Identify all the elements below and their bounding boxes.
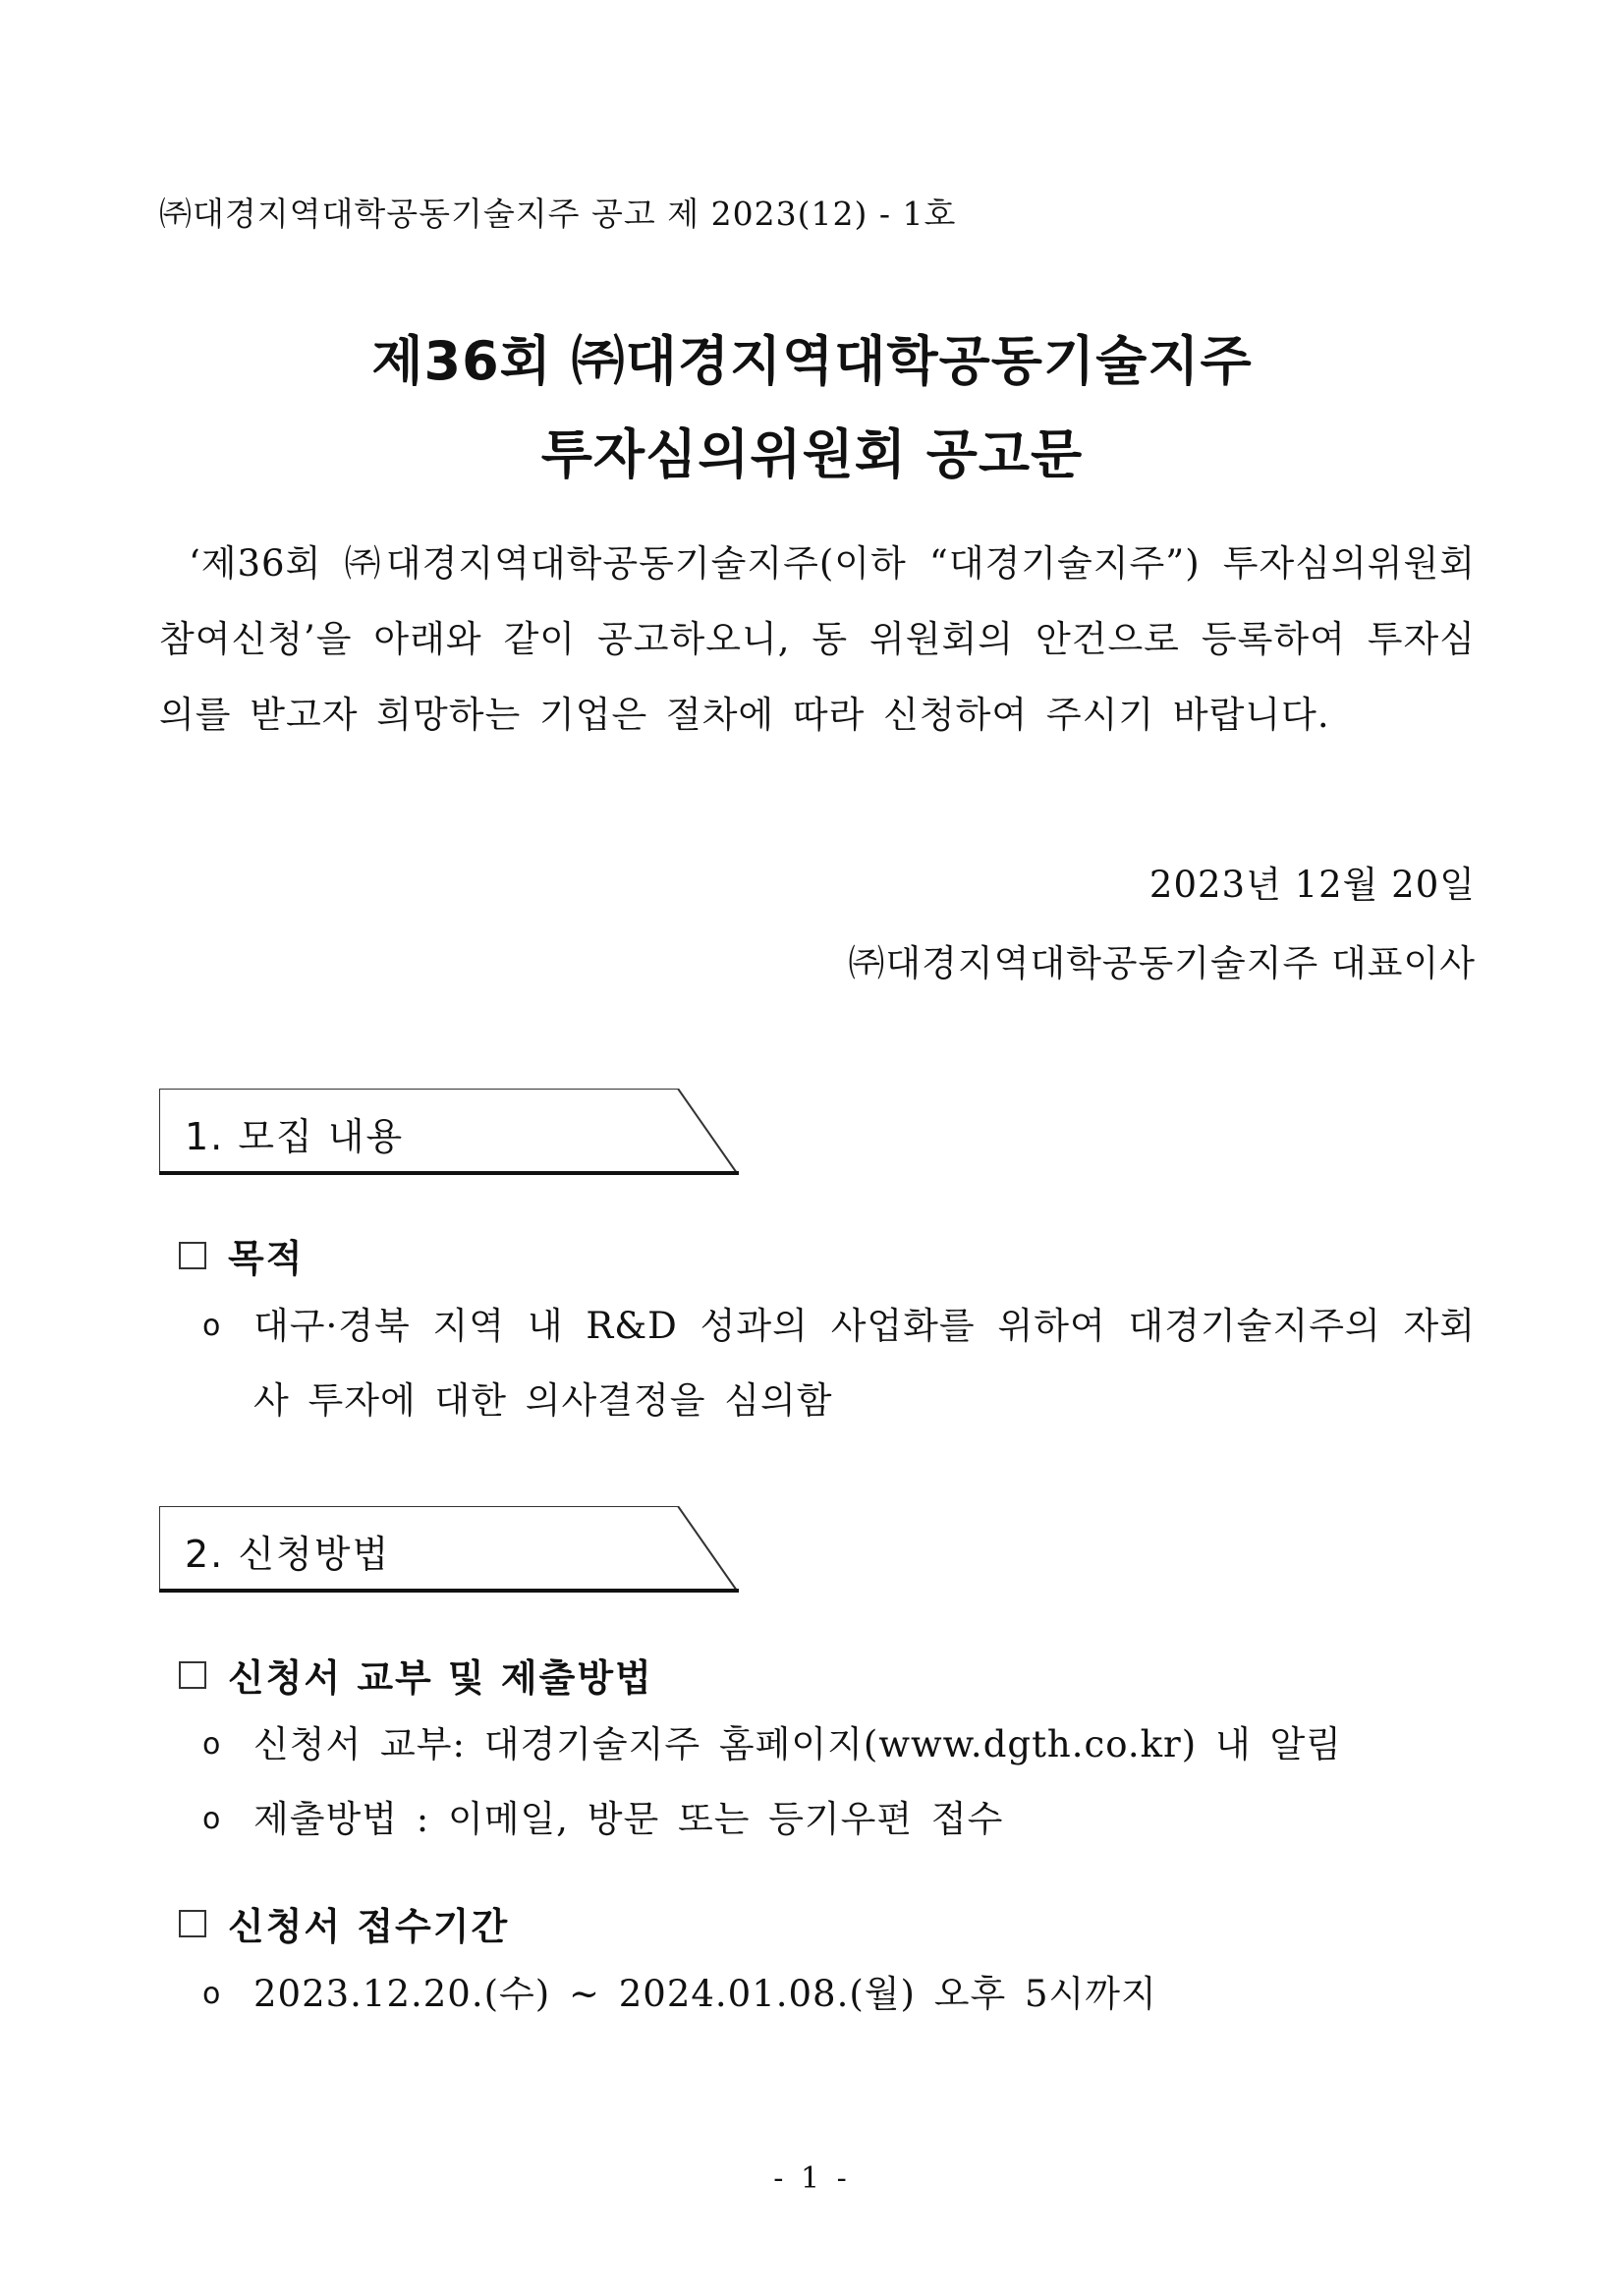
issuer-signature: ㈜대경지역대학공동기술지주 대표이사 [848,942,1476,984]
subsection-heading-purpose [179,1228,304,1282]
bullet-icon: o [202,1802,222,1836]
list-item [202,1708,1476,1782]
bullet-icon: o [202,1977,222,2011]
checkbox-icon [179,1242,206,1269]
checkbox-icon [179,1910,206,1937]
subsection-label: 신청서 교부 및 제출방법 [228,1656,653,1700]
list-item [202,1289,1476,1438]
list-item-text: 2023.12.20.(수) ~ 2024.01.08.(월) 오후 5시까지 [253,1973,1157,2015]
bullet-icon: o [202,1727,222,1762]
subsection-label: 목적 [228,1237,305,1280]
notice-date: 2023년 12월 20일 [1148,864,1476,906]
notice-number: ㈜대경지역대학공동기술지주 공고 제 2023(12) - 1호 [159,195,957,233]
list-item [202,1782,1476,1857]
intro-paragraph: ‘제36회 ㈜대경지역대학공동기술지주(이하 “대경기술지주”) 투자심의위원회 참여신청’을 아래와 같이 공고하오니, 동 위원회의 안건으로 등록하여 투자심의를 받고자 희망하는 기업은 절차에 따라 신청하여 주시기 바랍니다. [159,542,1476,736]
list-item-text: 제출방법 : 이메일, 방문 또는 등기우편 접수 [253,1798,1004,1840]
subsection-heading-submission [179,1648,653,1702]
list-item-text: 신청서 교부: 대경기술지주 홈페이지(www.dgth.co.kr) 내 알림 [253,1723,1342,1765]
bullet-icon: o [202,1309,222,1343]
list-item [202,1957,1476,2032]
section-heading-2 [159,1506,739,1593]
section-heading-label: 1. 모집 내용 [185,1115,405,1158]
subsection-label: 신청서 접수기간 [228,1905,510,1948]
list-item-text: 대구·경북 지역 내 R&D 성과의 사업화를 위하여 대경기술지주의 자회사 투자에 대한 의사결정을 심의함 [253,1305,1476,1422]
page-number: - 1 - [773,2161,851,2196]
section-heading-label: 2. 신청방법 [185,1533,391,1576]
section-heading-1 [159,1089,739,1175]
checkbox-icon [179,1661,206,1689]
subsection-heading-period [179,1896,509,1950]
page-title-line2: 투자심의위원회 공고문 [540,423,1084,485]
page-title-line1: 제36회 ㈜대경지역대학공동기술지주 [371,330,1253,392]
